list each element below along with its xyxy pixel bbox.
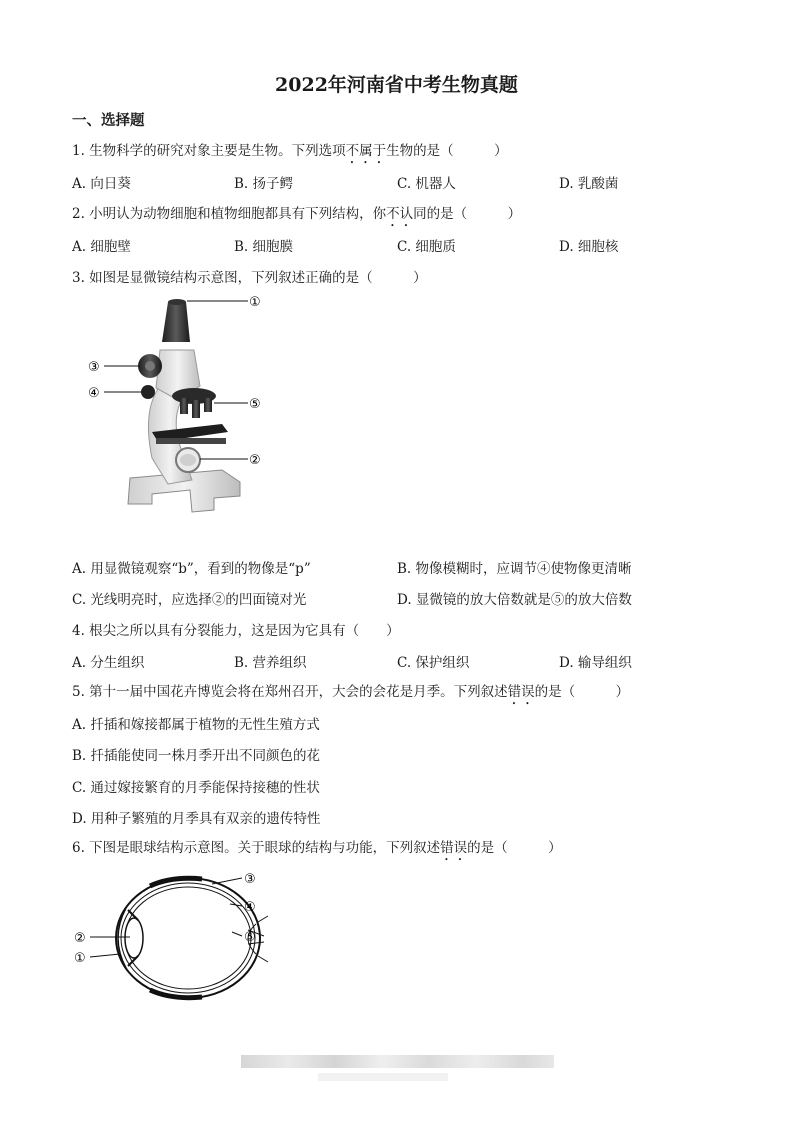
microscope-label-1: ① <box>249 295 261 310</box>
eye-label-2: ② <box>74 931 86 946</box>
question-4: 4. 根尖之所以具有分裂能力，这是因为它具有（ ） <box>72 623 400 639</box>
q2-option-d: D. 细胞核 <box>559 239 619 255</box>
q3-option-d: D. 显微镜的放大倍数就是⑤的放大倍数 <box>397 592 632 608</box>
question-6-text: 6. 下图是眼球结构示意图。关于眼球的结构与功能，下列叙述 <box>72 840 441 856</box>
eye-label-4: ④ <box>244 900 256 915</box>
eye-label-1: ① <box>74 951 86 966</box>
question-1-tail: 生物的是（ ） <box>386 143 508 159</box>
q5-option-c: C. 通过嫁接繁育的月季能保持接穗的性状 <box>72 780 320 796</box>
q2-option-b: B. 细胞膜 <box>234 239 294 255</box>
question-5-text: 5. 第十一届中国花卉博览会将在郑州召开，大会的会花是月季。下列叙述 <box>72 684 508 700</box>
question-1 <box>72 139 508 167</box>
question-6-emphasis: 错误 <box>440 840 468 856</box>
eyeball-figure <box>72 866 272 1006</box>
q3-option-c: C. 光线明亮时，应选择②的凹面镜对光 <box>72 592 307 608</box>
question-2-emphasis: 不认 <box>386 206 414 222</box>
question-5-emphasis: 错误 <box>507 684 535 700</box>
q5-option-a: A. 扦插和嫁接都属于植物的无性生殖方式 <box>72 717 320 733</box>
q1-option-c: C. 机器人 <box>397 176 456 192</box>
question-5 <box>72 680 629 708</box>
q4-option-c: C. 保护组织 <box>397 655 470 671</box>
q1-option-a: A. 向日葵 <box>72 176 131 192</box>
microscope-label-4: ④ <box>88 386 100 401</box>
footer-watermark-sub <box>318 1073 448 1081</box>
eye-label-5: ⑤ <box>244 930 256 945</box>
page-title: 2022年河南省中考生物真题 <box>275 74 518 96</box>
q3-option-a: A. 用显微镜观察“b”，看到的物像是“p” <box>72 561 311 577</box>
q4-option-d: D. 输导组织 <box>559 655 632 671</box>
microscope-label-2: ② <box>249 453 261 468</box>
q1-option-b: B. 扬子鳄 <box>234 176 294 192</box>
question-2-text: 2. 小明认为动物细胞和植物细胞都具有下列结构，你 <box>72 206 387 222</box>
question-6-tail: 的是（ ） <box>467 840 562 856</box>
question-2 <box>72 202 521 230</box>
question-2-tail: 同的是（ ） <box>413 206 522 222</box>
microscope-label-3: ③ <box>88 360 100 375</box>
question-6 <box>72 836 562 864</box>
q2-option-c: C. 细胞质 <box>397 239 456 255</box>
q1-option-d: D. 乳酸菌 <box>559 176 619 192</box>
question-1-emphasis: 不属于 <box>345 143 387 159</box>
q2-option-a: A. 细胞壁 <box>72 239 131 255</box>
eye-label-3: ③ <box>244 872 256 887</box>
q3-option-b: B. 物像模糊时，应调节④使物像更清晰 <box>397 561 632 577</box>
q5-option-b: B. 扦插能使同一株月季开出不同颜色的花 <box>72 748 321 764</box>
question-1-text: 1. 生物科学的研究对象主要是生物。下列选项 <box>72 143 346 159</box>
footer-watermark <box>241 1055 554 1068</box>
q5-option-d: D. 用种子繁殖的月季具有双亲的遗传特性 <box>72 811 321 827</box>
section-heading: 一、选择题 <box>72 112 145 129</box>
microscope-label-5: ⑤ <box>249 397 261 412</box>
microscope-figure <box>82 290 282 522</box>
question-5-tail: 的是（ ） <box>534 684 630 700</box>
q4-option-a: A. 分生组织 <box>72 655 145 671</box>
q4-option-b: B. 营养组织 <box>234 655 307 671</box>
question-3: 3. 如图是显微镜结构示意图，下列叙述正确的是（ ） <box>72 270 427 286</box>
